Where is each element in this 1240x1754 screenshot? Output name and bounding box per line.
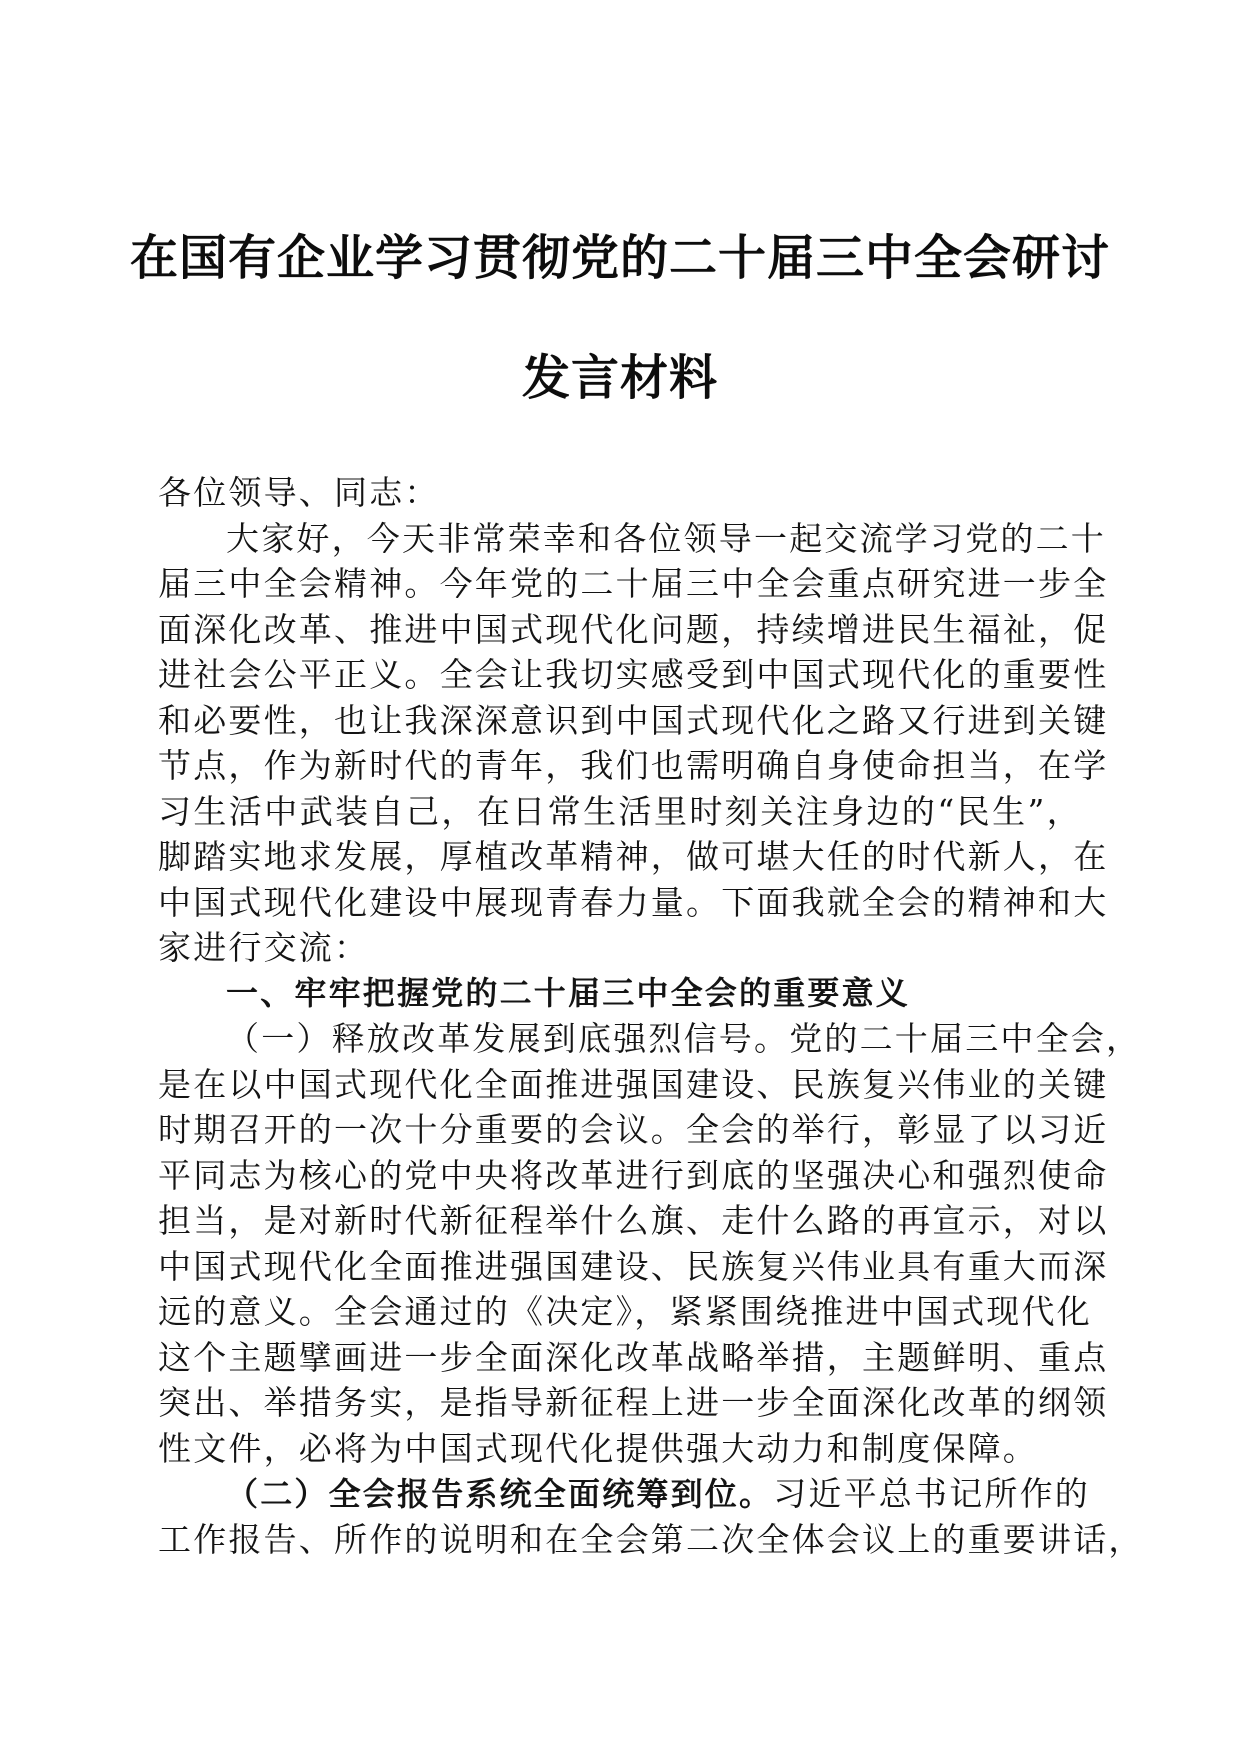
document-body <box>158 470 1144 1562</box>
intro-line: 节点，作为新时代的青年，我们也需明确自身使命担当，在学 <box>158 746 1109 785</box>
subsection-1-line: 远的意义。全会通过的《决定》，紧紧围绕推进中国式现代化 <box>158 1292 1092 1331</box>
section-heading-1: 一、牢牢把握党的二十届三中全会的重要意义 <box>226 973 911 1012</box>
document-title-line-1: 在国有企业学习贯彻党的二十届三中全会研讨 <box>129 230 1110 286</box>
subsection-2-first-line <box>158 1471 1091 1517</box>
intro-line: 习生活中武装自己，在日常生活里时刻关注身边的“民生”， <box>158 791 1082 831</box>
intro-line: 中国式现代化建设中展现青春力量。下面我就全会的精神和大 <box>158 882 1109 922</box>
intro-line: 家进行交流： <box>158 928 370 967</box>
subsection-1-line: 性文件，必将为中国式现代化提供强大动力和制度保障。 <box>158 1428 1038 1468</box>
subsection-2-lead: （二）全会报告系统全面统筹到位。 <box>226 1475 774 1513</box>
subsection-2-first-rest: 习近平总书记所作的 <box>773 1474 1091 1513</box>
subsection-1-line: 平同志为核心的党中央将改革进行到底的坚强决心和强烈使命 <box>158 1155 1109 1195</box>
subsection-1-line: （一）释放改革发展到底强烈信号。党的二十届三中全会， <box>226 1019 1142 1058</box>
subsection-1-line: 突出、举措务实，是指导新征程上进一步全面深化改革的纲领 <box>158 1383 1109 1422</box>
intro-line: 大家好，今天非常荣幸和各位领导一起交流学习党的二十 <box>226 518 1106 558</box>
document-title-line-2: 发言材料 <box>521 350 718 406</box>
subsection-1-line: 中国式现代化全面推进强国建设、民族复兴伟业具有重大而深 <box>158 1246 1109 1286</box>
intro-line: 脚踏实地求发展，厚植改革精神，做可堪大任的时代新人，在 <box>158 837 1109 876</box>
intro-line: 面深化改革、推进中国式现代化问题，持续增进民生福祉，促 <box>158 609 1109 649</box>
subsection-1-line: 这个主题擘画进一步全面深化改革战略举措，主题鲜明、重点 <box>158 1337 1109 1377</box>
intro-line: 届三中全会精神。今年党的二十届三中全会重点研究进一步全 <box>158 564 1109 603</box>
intro-line: 进社会公平正义。全会让我切实感受到中国式现代化的重要性 <box>158 655 1109 694</box>
subsection-1-line: 是在以中国式现代化全面推进强国建设、民族复兴伟业的关键 <box>158 1064 1109 1104</box>
subsection-1-line: 担当，是对新时代新征程举什么旗、走什么路的再宣示，对以 <box>158 1201 1109 1240</box>
intro-line: 和必要性，也让我深深意识到中国式现代化之路又行进到关键 <box>158 700 1109 740</box>
subsection-1-line: 时期召开的一次十分重要的会议。全会的举行，彰显了以习近 <box>158 1110 1109 1149</box>
salutation: 各位领导、同志： <box>158 473 440 512</box>
subsection-2-line: 工作报告、所作的说明和在全会第二次全体会议上的重要讲话， <box>158 1519 1144 1559</box>
